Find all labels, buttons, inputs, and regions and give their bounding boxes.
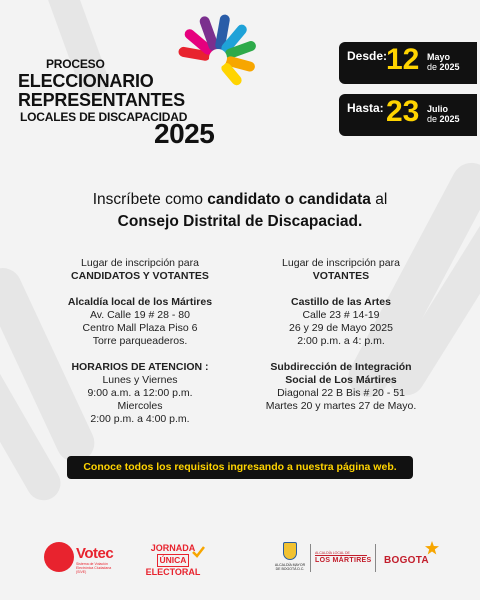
place-label: Lugar de inscripción para xyxy=(282,257,400,269)
jornada-line: ÚNICA xyxy=(157,554,190,567)
jornada-line: ELECTORAL xyxy=(145,567,201,577)
place-label: Lugar de inscripción para xyxy=(81,257,199,269)
hours-line: Lunes y Viernes xyxy=(102,374,178,386)
hours-line: 2:00 p.m. a 4:00 p.m. xyxy=(90,413,190,425)
bogota-coat-of-arms-icon xyxy=(283,542,297,560)
event-title xyxy=(18,58,268,123)
venue-address: Diagonal 22 B Bis # 20 - 51 xyxy=(277,387,405,399)
requirements-cta-banner[interactable]: Conoce todos los requisitos ingresando a nuestra página web. xyxy=(67,456,413,479)
title-line: ELECCIONARIO xyxy=(18,71,154,91)
start-date-box xyxy=(339,42,477,84)
jornada-line: JORNADA xyxy=(150,543,196,553)
votec-subtitle: Sistema de Votación Electrónica Ciudadana (SIVE) xyxy=(76,562,112,574)
hours-title: HORARIOS DE ATENCION : xyxy=(71,361,209,373)
intro-highlight: candidato o candidata xyxy=(207,191,371,208)
venue-address: Av. Calle 19 # 28 - 80 xyxy=(89,309,190,321)
date-prefix: de xyxy=(427,62,438,73)
venue-address: Torre parqueaderos. xyxy=(92,335,188,347)
event-year: 2025 xyxy=(154,118,215,149)
divider xyxy=(375,544,376,572)
venue-address: Centro Mall Plaza Piso 6 xyxy=(82,322,198,334)
place-for: VOTANTES xyxy=(312,270,370,282)
voters-registration-column xyxy=(231,257,451,413)
hours-line: Miercoles xyxy=(117,400,163,412)
alcaldia-local-label: ALCALDÍA LOCAL DE xyxy=(315,551,350,555)
end-date-day: 23 xyxy=(386,95,420,128)
star-icon xyxy=(425,541,439,555)
votec-logo-text: Votec xyxy=(76,545,114,562)
intro-council-name: Consejo Distrital de Discapaciad. xyxy=(117,213,363,230)
divider xyxy=(315,555,367,556)
venue-address: Calle 23 # 14-19 xyxy=(302,309,380,321)
title-line: PROCESO xyxy=(46,57,105,71)
intro-text xyxy=(0,189,480,233)
intro-part: Inscríbete como xyxy=(92,191,208,208)
month-name: Julio xyxy=(427,104,449,114)
end-date-label: Hasta: xyxy=(347,101,384,115)
date-prefix: de xyxy=(427,114,438,125)
start-date-month xyxy=(427,52,460,73)
alcaldia-mayor-text: ALCALDÍA MAYOR DE BOGOTÁ D.C. xyxy=(274,563,306,572)
venue-hours: 2:00 p.m. a 4: p.m. xyxy=(297,335,385,347)
place-for: CANDIDATOS Y VOTANTES xyxy=(71,270,209,282)
end-date-month xyxy=(427,104,460,125)
date-year: 2025 xyxy=(439,62,460,73)
venue-name: Social de Los Mártires xyxy=(285,374,397,386)
title-line: REPRESENTANTES xyxy=(18,90,185,110)
divider xyxy=(310,544,311,572)
month-name: Mayo xyxy=(427,52,451,62)
checkmark-icon xyxy=(191,545,205,559)
start-date-label: Desde: xyxy=(347,49,388,63)
venue-dates: Martes 20 y martes 27 de Mayo. xyxy=(265,400,417,412)
date-year: 2025 xyxy=(439,114,460,125)
venue-dates: 26 y 29 de Mayo 2025 xyxy=(289,322,393,334)
intro-part: al xyxy=(370,191,388,208)
venue-name: Subdirección de Integración xyxy=(270,361,412,373)
candidates-registration-column xyxy=(30,257,250,426)
venue-name: Alcaldía local de los Mártires xyxy=(67,296,213,308)
bogota-logo: BOGOTA xyxy=(384,555,429,566)
hours-line: 9:00 a.m. a 12:00 p.m. xyxy=(87,387,193,399)
los-martires-logo: LOS MÁRTIRES xyxy=(315,557,372,564)
venue-name: Castillo de las Artes xyxy=(291,296,391,308)
end-date-box xyxy=(339,94,477,136)
start-date-day: 12 xyxy=(386,43,420,76)
title-line: LOCALES DE DISCAPACIDAD xyxy=(20,110,188,124)
votec-logo-icon xyxy=(44,542,74,572)
